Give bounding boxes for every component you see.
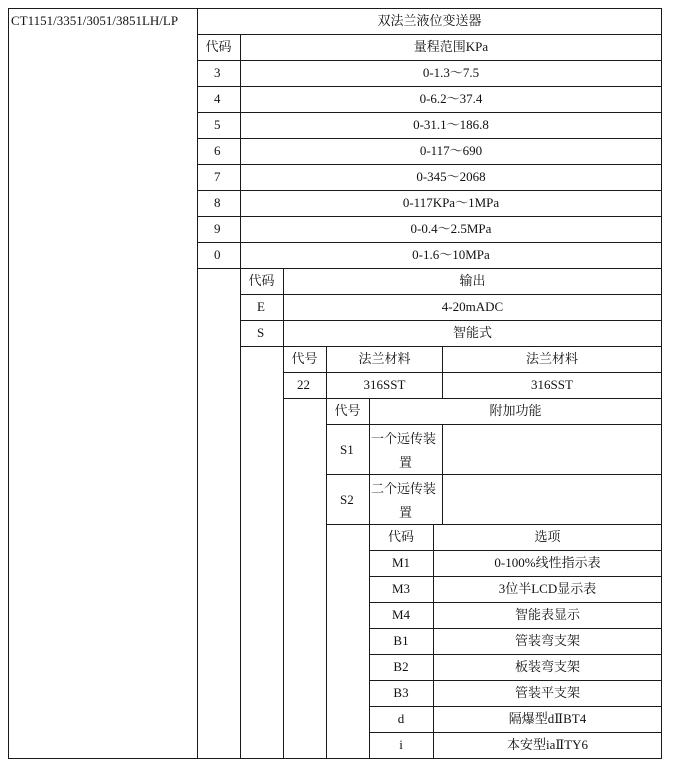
range-code: 4 <box>214 91 221 106</box>
range-code: 7 <box>214 169 221 184</box>
option-value: 管装平支架 <box>514 685 580 700</box>
option-code: M3 <box>391 581 411 596</box>
rule <box>326 474 662 475</box>
option-value: 0-100%线性指示表 <box>494 555 601 570</box>
rule <box>283 372 662 373</box>
rule <box>326 424 662 425</box>
rule <box>8 758 662 759</box>
range-code: 3 <box>214 65 221 80</box>
options-header: 选项 <box>534 529 561 544</box>
output-value: 4-20mADC <box>441 299 504 314</box>
option-code: B3 <box>393 685 409 700</box>
flange-material: 316SST <box>363 377 406 392</box>
rule <box>240 320 662 321</box>
rule <box>240 346 662 347</box>
rule <box>661 8 662 759</box>
option-code: M4 <box>391 607 411 622</box>
flange-code: 22 <box>297 377 310 392</box>
range-value: 0-345～2068 <box>416 169 486 184</box>
extra-function: 置 <box>399 505 413 520</box>
option-code: i <box>399 737 403 752</box>
rule <box>240 294 662 295</box>
product-name: 双法兰液位变送器 <box>377 13 482 28</box>
option-code: B2 <box>393 659 409 674</box>
rule <box>8 8 662 9</box>
rule <box>369 654 662 655</box>
output-code: E <box>257 299 265 314</box>
rule <box>197 86 662 87</box>
extra-code: S1 <box>340 442 354 457</box>
rule <box>369 602 662 603</box>
rule <box>283 398 662 399</box>
range-value: 0-1.6～10MPa <box>412 247 490 262</box>
rule <box>197 268 662 269</box>
range-code: 8 <box>214 195 221 210</box>
range-value: 0-31.1～186.8 <box>413 117 489 132</box>
rule <box>197 242 662 243</box>
rule <box>197 164 662 165</box>
rule <box>283 268 284 759</box>
option-value: 3位半LCD显示表 <box>498 581 597 596</box>
range-code-header: 代码 <box>205 39 232 54</box>
output-header: 输出 <box>459 273 486 288</box>
rule <box>197 216 662 217</box>
model-code: CT1151/3351/3051/3851LH/LP <box>11 13 179 28</box>
flange-material-header: 法兰材料 <box>525 351 578 366</box>
option-value: 本安型iaⅡTY6 <box>506 737 589 752</box>
rule <box>369 732 662 733</box>
rule <box>8 8 9 759</box>
range-value: 0-0.4～2.5MPa <box>410 221 492 236</box>
flange-material-header: 法兰材料 <box>358 351 411 366</box>
range-code: 6 <box>214 143 221 158</box>
option-code: d <box>397 711 405 726</box>
rule <box>369 576 662 577</box>
range-header: 量程范围KPa <box>413 39 489 54</box>
flange-code-header: 代号 <box>291 351 318 366</box>
option-code: M1 <box>391 555 411 570</box>
rule <box>326 524 662 525</box>
range-value: 0-117～690 <box>419 143 483 158</box>
range-value: 0-6.2～37.4 <box>419 91 483 106</box>
extra-function: 二个远传装 <box>371 481 437 496</box>
rule <box>197 112 662 113</box>
option-value: 板装弯支架 <box>514 659 580 674</box>
rule <box>197 190 662 191</box>
extra-function-header: 附加功能 <box>489 403 542 418</box>
rule <box>369 550 662 551</box>
rule <box>197 138 662 139</box>
range-code: 5 <box>214 117 221 132</box>
rule <box>369 628 662 629</box>
extra-code-header: 代号 <box>334 403 361 418</box>
rule <box>197 60 662 61</box>
option-value: 管装弯支架 <box>514 633 580 648</box>
output-value: 智能式 <box>452 325 492 340</box>
option-value: 隔爆型dⅡBT4 <box>508 711 587 726</box>
options-code-header: 代码 <box>387 529 414 544</box>
rule <box>369 680 662 681</box>
rule <box>369 706 662 707</box>
output-code-header: 代码 <box>248 273 275 288</box>
option-code: B1 <box>393 633 409 648</box>
rule <box>197 34 662 35</box>
rule <box>442 424 443 524</box>
range-code: 0 <box>214 247 221 262</box>
range-value: 0-1.3～7.5 <box>422 65 480 80</box>
extra-function: 置 <box>399 455 413 470</box>
output-code: S <box>257 325 265 340</box>
rule <box>369 398 370 759</box>
extra-code: S2 <box>340 492 354 507</box>
range-value: 0-117KPa～1MPa <box>402 195 500 210</box>
range-code: 9 <box>214 221 221 236</box>
option-value: 智能表显示 <box>514 607 580 622</box>
flange-material: 316SST <box>531 377 573 392</box>
extra-function: 一个远传装 <box>371 431 437 446</box>
rule <box>197 8 198 759</box>
